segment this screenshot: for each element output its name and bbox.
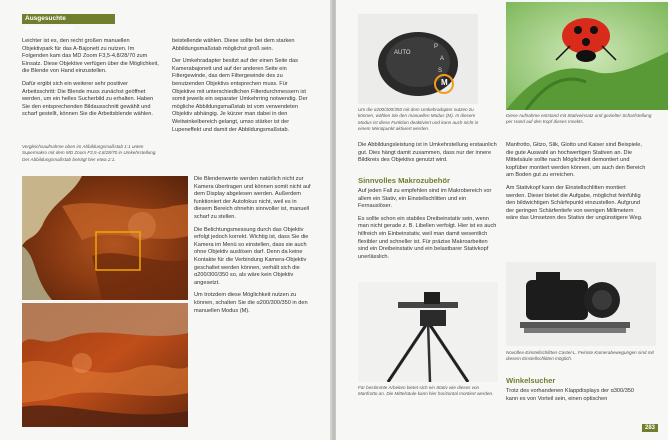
section-title-winkelsucher: Winkelsucher [506,376,556,385]
tripod-caption: Für bestimmte Arbeiten bietet sich ein Stativ wie dieses von Manfrotto an. Die Mittelsäule kann hier horizontal montiert werden. [358,385,494,397]
ladybug-caption: Diese Aufnahme entstand mit Stativeinsatz und gezielter Scharfstellung per Hand auf den Kopf dieses Insekts. [506,113,652,125]
paragraph: Leichter ist es, den recht großen manuellen Objektivpark für das A-Bajonett zu nutzen. Im Folgenden kam das MD Zoom F3,5-4,8/28/70 zum Einsatz. Diese Objektive verfügen über die Möglichkeit, die Blende von Hand einzustellen. [22,38,159,75]
mode-dial-caption: Um die α200/300/350 mit dem Umkehradapter nutzen zu können, wählen Sie den manuellen Modus (M). In diesem Modus ist diese Funktion deaktiviert und kann auch nicht in einem Menüpunkt aktiviert werden. [358,107,479,131]
slider-caption: Novoflex-Einstellschlitten Castel-L. Feinste Kamerabewegungen sind mit diesem Einstellschlitten möglich. [506,350,654,362]
right-column-2 [506,142,646,228]
comparison-caption: Vergleichsaufnahme oben im Abbildungsmaßstab 1:1 unten Supermakro mit dem MD Zoom F3,5-4,8/28/70 in Umkehrstellung. Der Abbildungsmaßstab beträgt hier etwa 2:1. [22,144,157,162]
paragraph: Manfrotto, Gitzo, Slik, Giotto und Kaiser sind Beispiele, die gute Auswahl an hochwertigen Stativen an. Die Mittelsäule sollte nach Möglichkeit demontiert und kopfüber montiert werden können, um auch den Bereich am Boden gut zu erreichen. [506,142,646,179]
mode-dial-label: M [441,78,448,87]
paragraph: beistellende wählen. Diese sollte bei dem starken Abbildungsmaßstab möglichst groß sein. [172,38,295,52]
paragraph: Die Belichtungsmessung durch das Objektiv erfolgt jedoch korrekt. Wichtig ist, dass Sie die Kamera im Menü so einstellen, dass sie auch ohne Objektiv auslösen darf. Denn da keine Kontakte für die Verbindung Kamera-Objektiv geschaltet werden können, verhält sich die α200/300/350 so, als wäre kein Objektiv angesetzt. [194,226,309,286]
paragraph: Die Blendenwerte werden natürlich nicht zur Kamera übertragen und können somit nicht auf dem Display abgelesen werden. Außerdem funktioniert der Autofokus nicht, weil es in diesem Bereich ohnehin sinnvoller ist, manuell scharf zu stellen. [194,176,311,220]
focusing-slider-photo [506,262,656,346]
page-number: 283 [642,424,658,432]
left-column-2 [172,38,312,139]
svg-text:S: S [438,68,443,74]
paragraph: Um trotzdem diese Möglichkeit nutzen zu können, schalten Sie die α200/300/350 in den manuellen Modus (M). [194,292,308,314]
svg-text:AUTO: AUTO [394,50,411,56]
left-column-1 [22,38,162,124]
right-column-2-last: Trotz des vorhandenen Klappdisplays der α300/350 kann es von Vorteil sein, einen optischen [506,388,635,402]
svg-text:A: A [440,56,445,62]
tripod-photo [358,282,498,382]
left-page [0,0,332,440]
mode-dial-photo [358,14,478,104]
right-column-1-intro: Die Abbildungsleistung ist in Umkehrstellung erstaunlich gut. Dies hängt damit zusammen, dass nur der innere Bildkreis des Objektivs genutzt wird. [358,142,497,164]
svg-text:P: P [434,44,439,50]
paragraph: Es sollte schon ein stabiles Dreibeinstativ sein, wenn man nicht gerade z. B. Libellen verfolgt. Hier ist es auch hilfreich ein Einbeinstativ, weil man damit wesentlich flexibler und schneller ist. Für präzise Makroarbeiten sind ein Dreibeinstativ und ein belastbarer Stativkopf unerlässlich. [358,215,497,260]
section-title-makrozubehoer: Sinnvolles Makrozubehör [358,176,450,185]
left-column-2-lower [194,176,314,320]
macro-photo-1to1 [22,176,188,300]
macro-photo-2to1 [22,303,188,427]
right-page [336,0,668,440]
section-header: Ausgesuchte Fotosituationen [22,14,115,24]
paragraph: Dafür ergibt sich ein weiterer sehr positiver Arbeitsschritt: Die Blende muss zunächst geöffnet werden, um ein helles Sucherbild zu erhalten. Haben Sie den entsprechenden Bildausschnitt gewählt und scharf gestellt, können Sie die Arbeitsblende wählen. [22,80,154,118]
right-column-1 [358,188,498,266]
paragraph: Der Umkehradapter besitzt auf der einen Seite das Kamerabajonett und auf der anderen Seite ein Filtergewinde, das dem Filtergewinde des zu benutzenden Objektivs entsprechen muss. Für Objektive mit unterschiedlichen Filterdurchmessern ist somit jeweils ein separater Umkehrring notwendig. Der mögliche Abbildungsmaßstab ist vom verwendeten Objektiv abhängig. Je kürzer man dabei in den Weitwinkelbereich gelangt, umso stärker ist der Lupeneffekt und damit der Abbildungsmaßstab. [172,58,308,133]
ladybug-photo [506,2,668,110]
paragraph: Auf jeden Fall zu empfehlen sind im Makrobereich vor allem ein Stativ, ein Einstellschlitten und ein Fernauslöser. [358,188,492,210]
paragraph: Am Stativkopf kann der Einstellschlitten montiert werden. Dieser bietet die Aufgabe, möglichst feinfühlig den bildwichtigen Schärfepunkt einzustellen. Aufgrund der geringen Schärfentiefe von wenigen Millimetern wäre das Umsetzen des Stativs der ungünstigere Weg. [506,184,643,222]
